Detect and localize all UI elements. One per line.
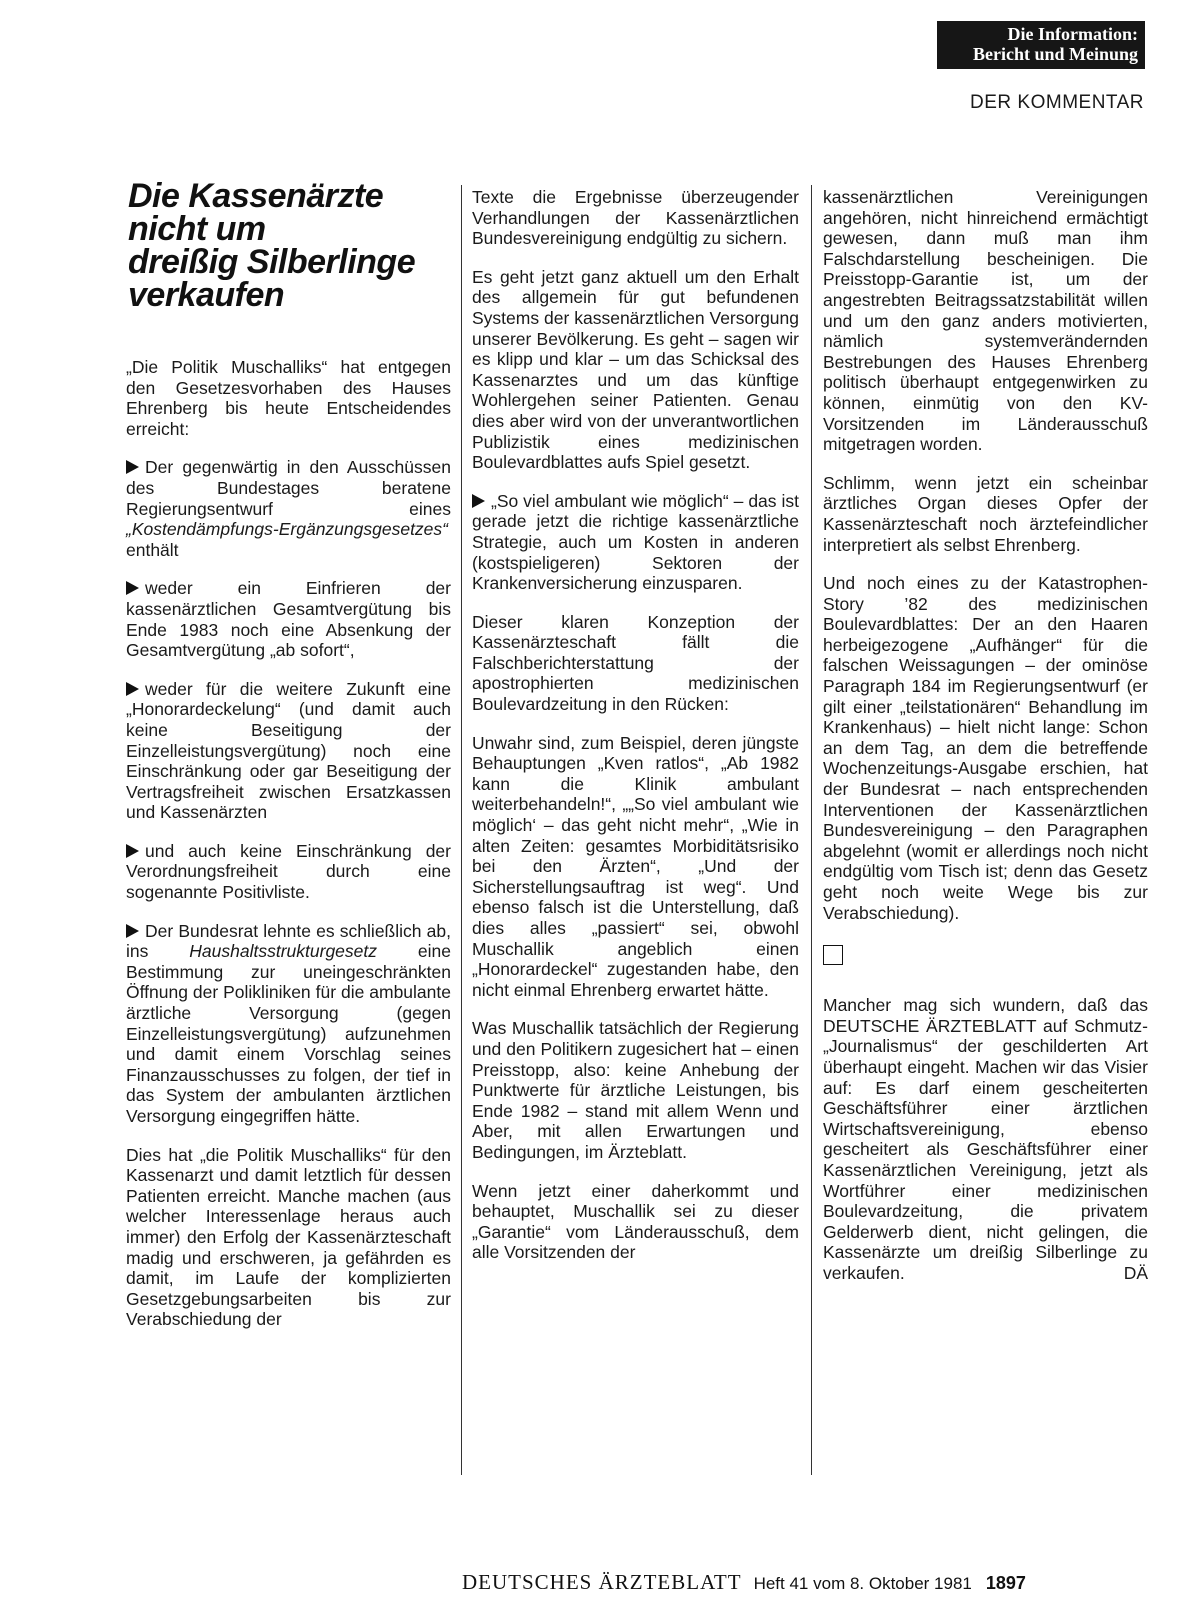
bullet-paragraph: „So viel ambulant wie möglich“ – das ist gerade jetzt die richtige kassenärztliche Strategie, auch um Kosten in anderen (kostspieligeren) Sektoren der Krankenversicherung einzusparen.: [472, 490, 799, 594]
paragraph: Was Muschallik tatsächlich der Regierung und den Politikern zugesichert hat – einen Preisstopp, also: keine Anhebung der Punktwerte für ärztliche Leistungen, bis Ende 1982 – stand mit allem Wenn und Aber, mit allen Erwartungen und Bedingungen, im Ärzteblatt.: [472, 1018, 799, 1162]
badge-line-1: Die Information:: [1007, 24, 1138, 44]
triangle-bullet-icon: [126, 682, 139, 696]
section-badge: [937, 21, 1145, 69]
article-headline: [128, 177, 458, 314]
paragraph: kassenärztlichen Vereinigungen angehören, nicht hinreichend ermächtigt gewesen, dann muß man ihm Falschdarstellung bescheinigen. Die Preisstopp-Garantie ist, um der angestrebten Beitragssatzstabilität willen und um den ganz anders motivierten, nämlich systemverändernden Bestrebungen des Hauses Ehrenberg politisch überhaupt entgegenwirken zu können, einmütig von den KV-Vorsitzenden im Länderausschuß mitgetragen worden.: [823, 187, 1148, 455]
bullet-paragraph: weder für die weitere Zukunft eine „Honorardeckelung“ (und damit auch keine Beseitigung der Einzelleistungsvergütung) noch eine Einschränkung oder gar Beseitigung der Vertragsfreiheit zwischen Ersatzkassen und Kassenärzten: [126, 678, 451, 823]
paragraph: Wenn jetzt einer daherkommt und behauptet, Muschallik sei zu dieser „Garantie“ vom Länderausschuß, dem alle Vorsitzenden der: [472, 1180, 799, 1263]
paragraph: Unwahr sind, zum Beispiel, deren jüngste Behauptungen „Kven ratlos“, „Ab 1982 kann die Klinik ambulant weiterbehandeln!“, „„So viel ambulant wie möglich‘ – das geht nicht mehr“, „Wie in alten Zeiten: gesamtes Morbiditätsrisiko bei den Ärzten“, „Und der Sicherstellungsauftrag ist weg“. Und ebenso falsch ist die Unterstellung, daß dies alles „passiert“ sei, obwohl Muschallik angeblich einen „Honorardeckel“ zugestanden habe, den nicht einmal Ehrenberg erwartet hätte.: [472, 732, 799, 1000]
paragraph: Texte die Ergebnisse überzeugender Verhandlungen der Kassenärztlichen Bundesvereinigung endgültig zu sichern.: [472, 187, 799, 249]
paragraph: Schlimm, wenn jetzt ein scheinbar ärztliches Organ dieses Opfer der Kassenärzteschaft noch ärztefeindlicher interpretiert als selbst Ehrenberg.: [823, 472, 1148, 555]
headline-line: nicht um: [128, 210, 266, 248]
page-number: 1897: [985, 1573, 1026, 1593]
paragraph: „Die Politik Muschalliks“ hat entgegen den Gesetzesvorhaben des Hauses Ehrenberg bis heute Entscheidendes erreicht:: [126, 357, 451, 439]
author-signature: DÄ: [1123, 1262, 1148, 1283]
triangle-bullet-icon: [472, 494, 485, 508]
column-divider: [811, 185, 812, 1475]
article-column-2: [472, 187, 799, 1281]
headline-line: Die Kassenärzte: [128, 177, 384, 215]
badge-line-2: Bericht und Meinung: [972, 44, 1138, 64]
headline-line: verkaufen: [128, 276, 285, 314]
paragraph: Mancher mag sich wundern, daß das DEUTSCHE ÄRZTEBLATT auf Schmutz-„Journalismus“ der geschilderten Art überhaupt eingeht. Machen wir das Visier auf: Es darf einem gescheiterten Geschäftsführer einer ärztlichen Wirtschaftsvereinigung, ebenso gescheitert als Geschäftsführer einer Kassenärztlichen Vereinigung, jetzt als Wortführer einer medizinischen Boulevardzeitung, die privatem Gelderwerb dient, nicht gelingen, die Kassenärzte um dreißig Silberlinge zu verkaufen. DÄ: [823, 995, 1148, 1283]
article-column-3: [823, 187, 1148, 1302]
paragraph: Dieser klaren Konzeption der Kassenärzteschaft fällt die Falschberichterstattung der apostrophierten medizinischen Boulevardzeitung in den Rücken:: [472, 611, 799, 715]
triangle-bullet-icon: [126, 460, 139, 474]
bullet-paragraph: und auch keine Einschränkung der Verordnungsfreiheit durch eine sogenannte Positivliste.: [126, 840, 451, 903]
bullet-paragraph: weder ein Einfrieren der kassenärztlichen Gesamtvergütung bis Ende 1983 noch eine Absenkung der Gesamtvergütung „ab sofort“,: [126, 578, 451, 661]
column-divider: [461, 185, 462, 1475]
bullet-paragraph: Der Bundesrat lehnte es schließlich ab, ins Haushaltsstrukturgesetz eine Bestimmung zur uneingeschränkten Öffnung der Polikliniken für die ambulante ärztliche Versorgung (gegen Einzelleistungsvergütung) aufzunehmen und damit einem Vorschlag seines Finanzausschusses zu folgen, der tief in das System der ambulanten ärztlichen Versorgung eingegriffen hätte.: [126, 920, 452, 1126]
paragraph: Und noch eines zu der Katastrophen-Story ’82 des medizinischen Boulevardblattes: Der an den Haaren herbeigezogene „Aufhänger“ für die falschen Weissagungen – der ominöse Paragraph 184 im Regierungsentwurf (er gilt einer „teilstationären“ Behandlung im Krankenhaus) – hielt nicht lange: Schon an dem Tag, an dem die betreffende Wochenzeitungs-Ausgabe erschien, hat der Bundesrat – nach entsprechenden Interventionen der Kassenärztlichen Bundesvereinigung – den Paragraphen abgelehnt (womit er allerdings noch nicht endgültig vom Tisch ist; denn das Gesetz geht noch weite Wege bis zur Verabschiedung).: [823, 573, 1148, 923]
section-break-box-icon: [823, 945, 843, 965]
triangle-bullet-icon: [126, 924, 139, 938]
triangle-bullet-icon: [126, 844, 139, 858]
page-footer: [462, 1570, 1142, 1595]
paragraph: Dies hat „die Politik Muschalliks“ für den Kassenarzt und damit letztlich für dessen Patienten erreicht. Manche machen (aus welcher Interessenlage heraus auch immer) den Erfolg der Kassenärzteschaft madig und erschweren, ja gefährden es damit, im Laufe der komplizierten Gesetzgebungsarbeiten bis zur Verabschiedung der: [126, 1144, 451, 1330]
paragraph: Es geht jetzt ganz aktuell um den Erhalt des allgemein für gut befundenen Systems der kassenärztlichen Versorgung unserer Bevölkerung. Es geht – sagen wir es klipp und klar – um das Schicksal des Kassenarztes und um das künftige Wohlergehen seiner Patienten. Genau dies aber wird von der unverantwortlichen Publizistik eines medizinischen Boulevardblattes aufs Spiel gesetzt.: [472, 266, 799, 473]
publication-name: DEUTSCHES ÄRZTEBLATT: [462, 1570, 742, 1594]
triangle-bullet-icon: [126, 581, 139, 595]
issue-info: Heft 41 vom 8. Oktober 1981: [753, 1574, 972, 1593]
headline-line: dreißig Silberlinge: [128, 243, 416, 281]
bullet-paragraph: Der gegenwärtig in den Ausschüssen des Bundestages beratene Regierungsentwurf eines „Kostendämpfungs-Ergänzungsgesetzes“ enthält: [126, 457, 451, 560]
article-column-1: [126, 357, 451, 1348]
rubric-label: DER KOMMENTAR: [970, 92, 1144, 113]
